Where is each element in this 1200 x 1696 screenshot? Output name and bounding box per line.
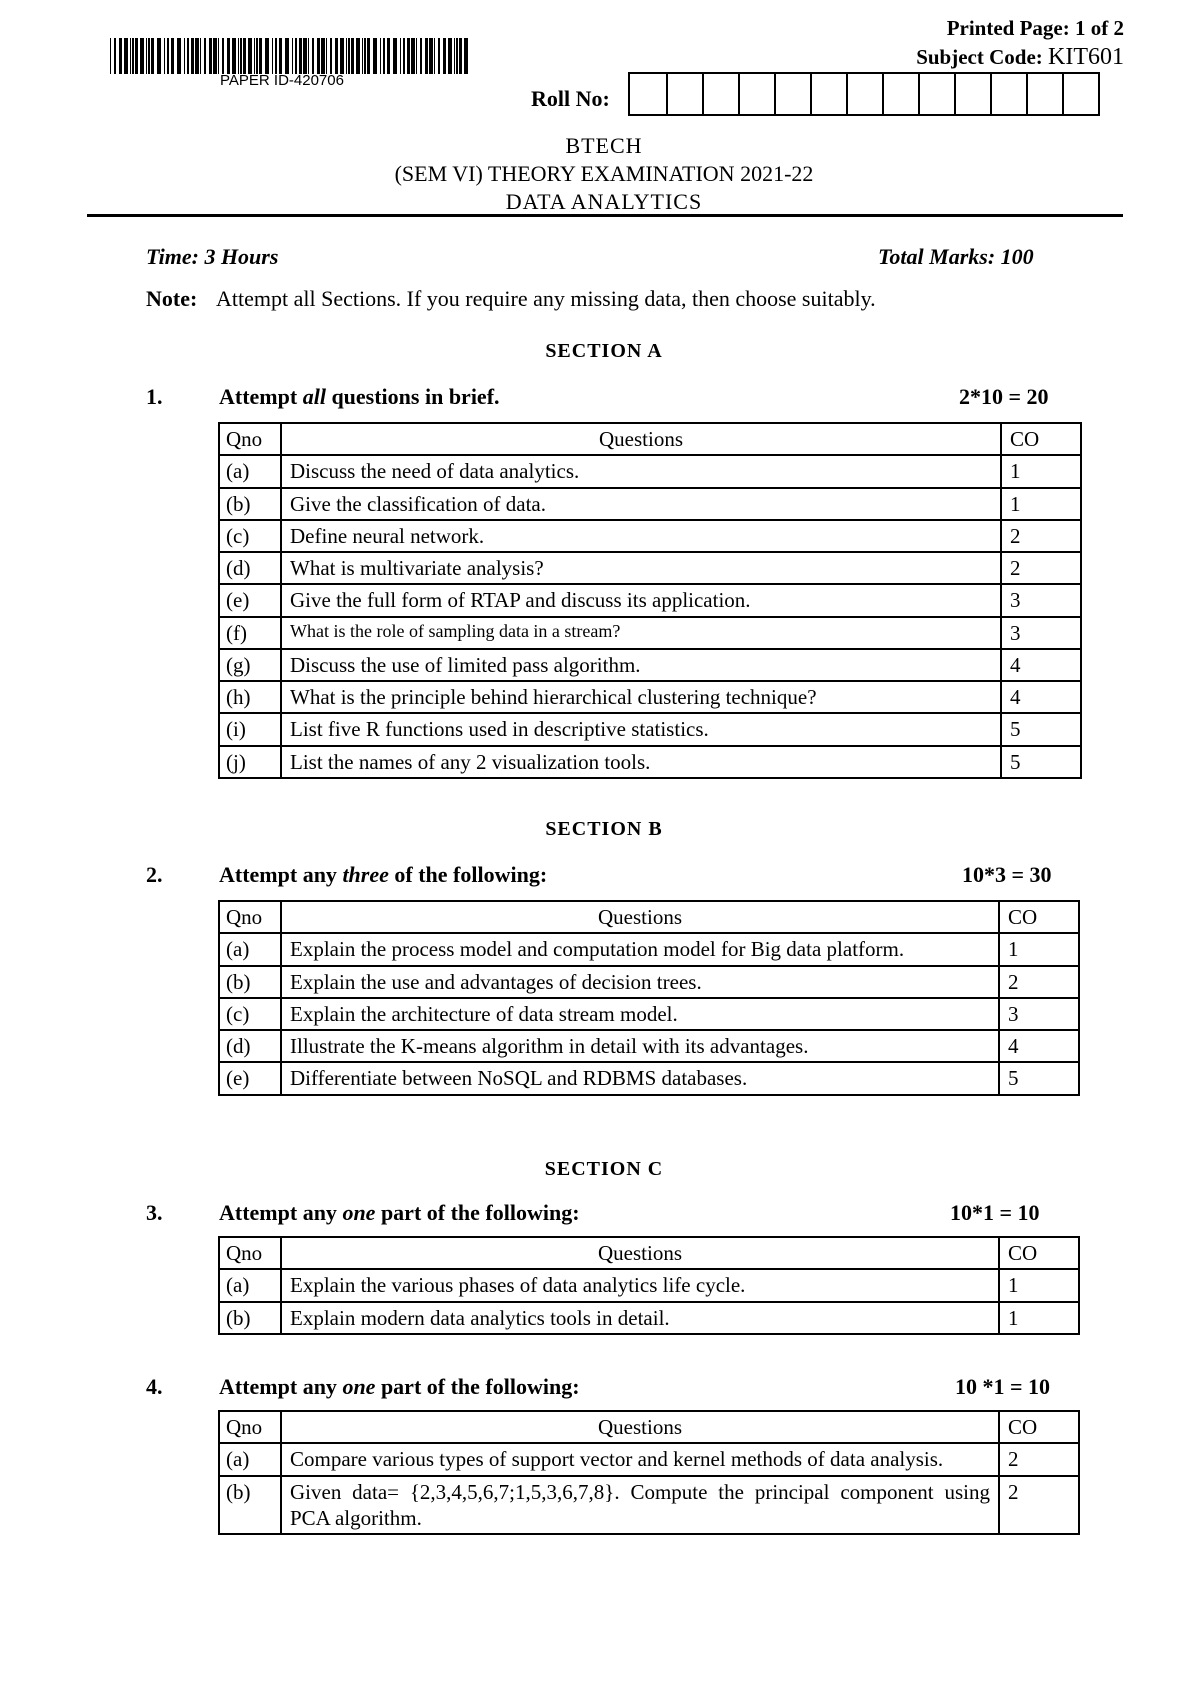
question-2-instruction: Attempt any three of the following: [219, 862, 548, 887]
barcode-bar [443, 38, 446, 74]
barcode-bar [240, 38, 242, 74]
barcode-bar [312, 38, 314, 74]
question-text: List the names of any 2 visualization tools. [281, 746, 1001, 778]
roll-no-box[interactable] [738, 74, 774, 114]
barcode-bar [114, 38, 116, 74]
total-marks: Total Marks: 100 [878, 244, 1034, 269]
roll-no-box[interactable] [882, 74, 918, 114]
question-3-marks: 10*1 = 10 [950, 1200, 1040, 1225]
question-label: (d) [219, 1030, 281, 1062]
barcode-bar [400, 38, 401, 74]
question-4-marks: 10 *1 = 10 [955, 1374, 1051, 1399]
course-outcome: 1 [999, 933, 1079, 965]
question-label: (a) [219, 1269, 281, 1301]
note-text: Attempt all Sections. If you require any missing data, then choose suitably. [216, 286, 876, 311]
table-row [219, 1476, 1079, 1535]
question-text: Explain modern data analytics tools in detail. [281, 1302, 999, 1334]
barcode-bar [254, 38, 255, 74]
course-outcome: 2 [999, 1476, 1079, 1535]
barcode-bar [295, 38, 297, 74]
header-qno: Qno [219, 1411, 281, 1443]
question-text: What is the role of sampling data in a stream? [281, 617, 1001, 649]
header-divider [87, 214, 1123, 217]
table-row [219, 455, 1081, 487]
question-text: Explain the various phases of data analytics life cycle. [281, 1269, 999, 1301]
barcode-bar [222, 38, 224, 74]
question-text: Give the classification of data. [281, 488, 1001, 520]
barcode-bar [429, 38, 433, 74]
course-outcome: 1 [1001, 455, 1081, 487]
header-questions: Questions [281, 1411, 999, 1443]
question-text: Explain the process model and computation model for Big data platform. [281, 933, 999, 965]
barcode-bar [464, 38, 468, 74]
header-questions: Questions [281, 1237, 999, 1269]
note-label: Note: [146, 286, 198, 311]
table-row [219, 713, 1081, 745]
barcode-bar [367, 38, 370, 74]
barcode-bar [425, 38, 428, 74]
table-row [219, 1269, 1079, 1301]
table-row [219, 488, 1081, 520]
barcode-bar [259, 38, 262, 74]
table-row [219, 617, 1081, 649]
subject-code-value: KIT601 [1048, 44, 1124, 70]
question-3-instruction: Attempt any one part of the following: [219, 1200, 580, 1225]
header-co: CO [1001, 423, 1081, 455]
barcode-bar [459, 38, 462, 74]
header-co: CO [999, 1237, 1079, 1269]
roll-no-box[interactable] [630, 74, 666, 114]
barcode-bar [164, 38, 165, 74]
barcode-bar [326, 38, 327, 74]
course-outcome: 5 [999, 1062, 1079, 1094]
barcode [110, 38, 470, 74]
barcode-bar [308, 38, 309, 74]
table-row [219, 681, 1081, 713]
question-label: (f) [219, 617, 281, 649]
header-qno: Qno [219, 901, 281, 933]
course-outcome: 3 [1001, 584, 1081, 616]
question-text: What is the principle behind hierarchical clustering technique? [281, 681, 1001, 713]
barcode-bar [285, 38, 289, 74]
question-label: (e) [219, 1062, 281, 1094]
barcode-bar [119, 38, 122, 74]
barcode-bar [213, 38, 217, 74]
barcode-bar [195, 38, 199, 74]
table-row [219, 966, 1079, 998]
question-3-number: 3. [146, 1200, 163, 1225]
barcode-bar [171, 38, 174, 74]
barcode-bar [340, 38, 344, 74]
barcode-bar [184, 38, 185, 74]
roll-no-box[interactable] [954, 74, 990, 114]
barcode-bar [204, 38, 206, 74]
barcode-bar [317, 38, 320, 74]
question-text: Illustrate the K-means algorithm in detail with its advantages. [281, 1030, 999, 1062]
table-row [219, 584, 1081, 616]
barcode-bar [454, 38, 455, 74]
question-4-instruction: Attempt any one part of the following: [219, 1374, 580, 1399]
table-row [219, 1062, 1079, 1094]
barcode-bar [200, 38, 201, 74]
course-outcome: 2 [1001, 520, 1081, 552]
barcode-bar [321, 38, 325, 74]
question-label: (b) [219, 488, 281, 520]
section-b-title: SECTION B [545, 818, 663, 840]
question-label: (a) [219, 455, 281, 487]
section-a-title: SECTION A [545, 340, 663, 362]
table-row [219, 1030, 1079, 1062]
question-label: (e) [219, 584, 281, 616]
header-questions: Questions [281, 423, 1001, 455]
question-label: (a) [219, 933, 281, 965]
roll-no-box[interactable] [666, 74, 702, 114]
question-label: (b) [219, 1302, 281, 1334]
barcode-bar [124, 38, 128, 74]
barcode-bar [209, 38, 212, 74]
header-qno: Qno [219, 423, 281, 455]
table-row [219, 552, 1081, 584]
barcode-bar [187, 38, 189, 74]
table-header-row [219, 423, 1081, 455]
barcode-bar [420, 38, 422, 74]
question-label: (a) [219, 1443, 281, 1475]
roll-no-box[interactable] [810, 74, 846, 114]
course-outcome: 5 [1001, 713, 1081, 745]
question-text: Explain the architecture of data stream model. [281, 998, 999, 1030]
question-2-number: 2. [146, 862, 163, 887]
barcode-bar [167, 38, 169, 74]
course-outcome: 4 [1001, 649, 1081, 681]
question-4-number: 4. [146, 1374, 163, 1399]
section-a-table [218, 422, 1082, 779]
course-outcome: 2 [999, 966, 1079, 998]
exam-title: (SEM VI) THEORY EXAMINATION 2021-22 [394, 161, 814, 186]
barcode-bar [362, 38, 363, 74]
exam-time: Time: 3 Hours [146, 244, 279, 269]
question-text: Given data= {2,3,4,5,6,7;1,5,3,6,7,8}. Compute the principal component using PCA algorithm. [281, 1476, 999, 1535]
barcode-bar [407, 38, 410, 74]
course-outcome: 2 [1001, 552, 1081, 584]
course-outcome: 3 [999, 998, 1079, 1030]
question-label: (j) [219, 746, 281, 778]
barcode-bar [292, 38, 293, 74]
table-row [219, 998, 1079, 1030]
question-text: Explain the use and advantages of decision trees. [281, 966, 999, 998]
question-label: (h) [219, 681, 281, 713]
table-row [219, 649, 1081, 681]
subject-code-label: Subject Code: [916, 45, 1043, 69]
barcode-bar [351, 38, 354, 74]
barcode-bar [456, 38, 458, 74]
roll-no-box[interactable] [1062, 74, 1098, 114]
course-outcome: 2 [999, 1443, 1079, 1475]
header-qno: Qno [219, 1237, 281, 1269]
barcode-bar [335, 38, 338, 74]
barcode-bar [299, 38, 302, 74]
question-label: (g) [219, 649, 281, 681]
barcode-bar [218, 38, 219, 74]
question-4-table [218, 1410, 1080, 1535]
question-text: Discuss the need of data analytics. [281, 455, 1001, 487]
question-text: List five R functions used in descriptive statistics. [281, 713, 1001, 745]
header-questions: Questions [281, 901, 999, 933]
question-text: Define neural network. [281, 520, 1001, 552]
roll-no-box[interactable] [702, 74, 738, 114]
question-1-marks: 2*10 = 20 [959, 384, 1049, 409]
question-1-number: 1. [146, 384, 163, 409]
roll-no-label: Roll No: [531, 86, 610, 111]
barcode-bar [227, 38, 230, 74]
barcode-bar [140, 38, 144, 74]
paper-id: PAPER ID-420706 [220, 72, 344, 89]
barcode-bar [373, 38, 377, 74]
barcode-bar [330, 38, 332, 74]
question-label: (d) [219, 552, 281, 584]
barcode-bar [135, 38, 138, 74]
question-label: (i) [219, 713, 281, 745]
question-label: (c) [219, 520, 281, 552]
table-header-row [219, 901, 1079, 933]
barcode-bar [279, 38, 282, 74]
roll-no-boxes[interactable] [628, 72, 1100, 116]
barcode-bar [275, 38, 277, 74]
barcode-bar [272, 38, 273, 74]
roll-no-box[interactable] [1026, 74, 1062, 114]
barcode-bar [130, 38, 131, 74]
question-text: Compare various types of support vector and kernel methods of data analysis. [281, 1443, 999, 1475]
barcode-bar [248, 38, 252, 74]
question-label: (b) [219, 1476, 281, 1535]
barcode-bar [151, 38, 154, 74]
barcode-bar [132, 38, 134, 74]
section-b-table [218, 900, 1080, 1096]
table-row [219, 746, 1081, 778]
roll-no-box[interactable] [774, 74, 810, 114]
question-label: (c) [219, 998, 281, 1030]
barcode-bar [243, 38, 246, 74]
roll-no-box[interactable] [846, 74, 882, 114]
barcode-bar [191, 38, 194, 74]
table-header-row [219, 1411, 1079, 1443]
barcode-bar [265, 38, 269, 74]
program-title: BTECH [565, 133, 643, 158]
table-header-row [219, 1237, 1079, 1269]
question-text: Discuss the use of limited pass algorithm. [281, 649, 1001, 681]
table-row [219, 520, 1081, 552]
subject-code [916, 44, 1124, 71]
course-outcome: 4 [1001, 681, 1081, 713]
header-co: CO [999, 901, 1079, 933]
barcode-bar [146, 38, 147, 74]
printed-page: Printed Page: 1 of 2 [946, 16, 1124, 40]
barcode-bar [364, 38, 366, 74]
barcode-bar [232, 38, 236, 74]
course-outcome: 1 [1001, 488, 1081, 520]
roll-no-box[interactable] [990, 74, 1026, 114]
barcode-bar [438, 38, 440, 74]
question-text: What is multivariate analysis? [281, 552, 1001, 584]
barcode-bar [238, 38, 239, 74]
roll-no-box[interactable] [918, 74, 954, 114]
table-row [219, 933, 1079, 965]
question-text: Differentiate between NoSQL and RDBMS databases. [281, 1062, 999, 1094]
course-outcome: 1 [999, 1302, 1079, 1334]
subject-title: DATA ANALYTICS [505, 189, 703, 214]
header-co: CO [999, 1411, 1079, 1443]
barcode-bar [411, 38, 415, 74]
question-1-instruction: Attempt all questions in brief. [219, 384, 500, 409]
course-outcome: 4 [999, 1030, 1079, 1062]
barcode-bar [256, 38, 258, 74]
barcode-bar [148, 38, 150, 74]
course-outcome: 1 [999, 1269, 1079, 1301]
table-row [219, 1302, 1079, 1334]
barcode-bar [356, 38, 360, 74]
course-outcome: 3 [1001, 617, 1081, 649]
barcode-bar [348, 38, 350, 74]
course-outcome: 5 [1001, 746, 1081, 778]
question-2-marks: 10*3 = 30 [962, 862, 1052, 887]
barcode-bar [157, 38, 161, 74]
barcode-bar [383, 38, 385, 74]
barcode-bar [448, 38, 452, 74]
barcode-bar [380, 38, 381, 74]
barcode-bar [416, 38, 417, 74]
question-text: Give the full form of RTAP and discuss its application. [281, 584, 1001, 616]
barcode-bar [346, 38, 347, 74]
section-c-title: SECTION C [544, 1158, 664, 1180]
barcode-bar [434, 38, 435, 74]
barcode-bar [177, 38, 181, 74]
barcode-bar [110, 38, 111, 74]
question-label: (b) [219, 966, 281, 998]
question-3-table [218, 1236, 1080, 1335]
barcode-bar [393, 38, 397, 74]
barcode-bar [303, 38, 307, 74]
barcode-bar [387, 38, 390, 74]
table-row [219, 1443, 1079, 1475]
barcode-bar [403, 38, 405, 74]
